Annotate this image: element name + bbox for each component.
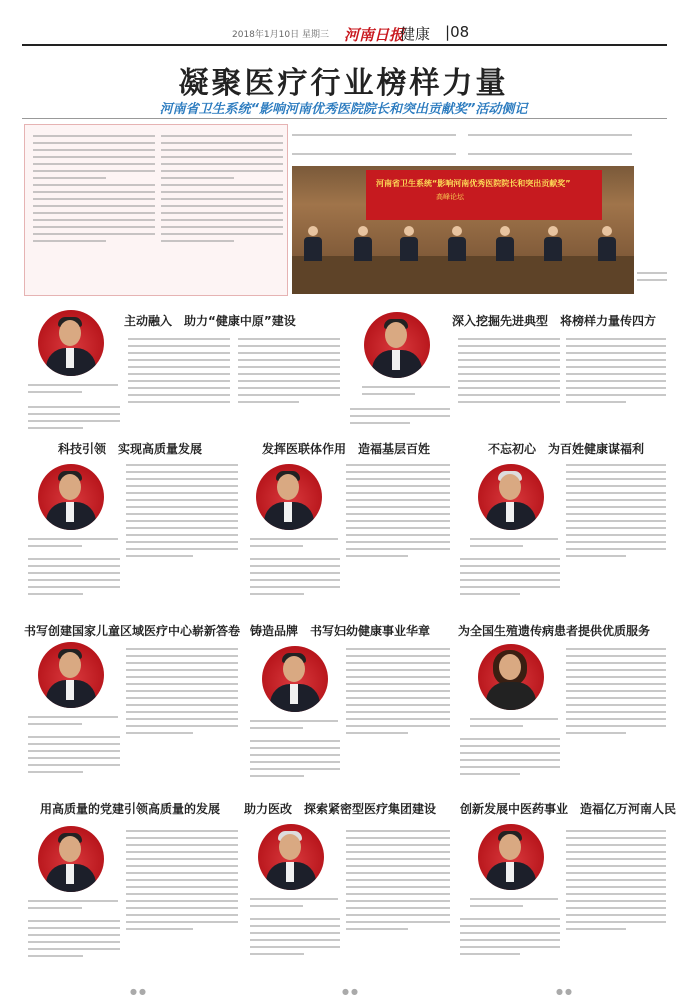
article-text: [28, 916, 120, 962]
article-text: [28, 402, 120, 434]
portrait-icon: [478, 464, 544, 530]
portrait-icon: [38, 642, 104, 708]
article-text: [346, 644, 450, 739]
portrait-caption: [250, 894, 338, 912]
article-text: [566, 644, 666, 739]
article-text: [566, 334, 666, 408]
portrait-caption: [250, 534, 338, 552]
article-text: [566, 826, 666, 935]
portrait-icon: [38, 464, 104, 530]
divider: [22, 118, 667, 119]
main-headline: 凝聚医疗行业榜样力量: [178, 66, 509, 101]
portrait-icon: [478, 824, 544, 890]
page-dots: ●●: [342, 987, 360, 996]
issue-date: 2018年1月10日 星期三: [232, 30, 329, 40]
article-text: [458, 334, 560, 408]
section-title: 发挥医联体作用 造福基层百姓: [262, 442, 431, 456]
portrait-caption: [250, 716, 338, 734]
stage-banner: 河南省卫生系统“影响河南优秀医院院长和突出贡献奖” 高峰论坛: [366, 170, 602, 220]
portrait-caption: [470, 894, 558, 912]
article-text: [460, 734, 560, 780]
article-text: [250, 914, 340, 960]
article-text: [350, 404, 450, 429]
section-title: 为全国生殖遗传病患者提供优质服务: [458, 624, 651, 638]
sub-headline: 河南省卫生系统“影响河南优秀医院院长和突出贡献奖”活动侧记: [159, 102, 528, 117]
article-text: [126, 644, 238, 739]
panelist: [544, 226, 562, 262]
portrait-caption: [28, 380, 118, 398]
article-text: [126, 460, 238, 562]
article-text: [250, 736, 340, 782]
section-name: 健康: [400, 25, 431, 43]
section-title: 科技引领 实现高质量发展: [58, 442, 203, 456]
article-text: [346, 826, 450, 935]
portrait-icon: [364, 312, 430, 378]
panelist: [448, 226, 466, 262]
portrait-caption: [470, 534, 558, 552]
article-text: [28, 732, 120, 778]
masthead: [22, 22, 667, 46]
article-text: [460, 554, 560, 600]
photo-credit: [637, 268, 667, 286]
panelist: [400, 226, 418, 262]
portrait-caption: [28, 896, 118, 914]
portrait-caption: [28, 534, 118, 552]
page-dots: ●●: [130, 987, 148, 996]
portrait-icon: [38, 310, 104, 376]
newspaper-logo: 河南日报: [344, 26, 405, 44]
article-text: [238, 334, 340, 408]
section-title: 主动融入 助力“健康中原”建设: [124, 314, 296, 328]
intro-article-box: [24, 124, 288, 296]
portrait-icon: [262, 646, 328, 712]
section-title: 用高质量的党建引领高质量的发展: [40, 802, 221, 816]
article-text: [566, 460, 666, 562]
portrait-caption: [470, 714, 558, 732]
page-dots: ●●: [556, 987, 574, 996]
panelist: [598, 226, 616, 262]
article-text: [346, 460, 450, 562]
article-text: [250, 554, 340, 600]
article-text: [126, 826, 238, 935]
section-title: 书写创建国家儿童区域医疗中心崭新答卷: [24, 624, 241, 638]
portrait-icon: [256, 464, 322, 530]
intro-column-right: [161, 131, 283, 247]
portrait-caption: [362, 382, 450, 400]
section-title: 不忘初心 为百姓健康谋福利: [488, 442, 645, 456]
panelist: [304, 226, 322, 262]
forum-photo: [292, 166, 634, 294]
section-title: 深入挖掘先进典型 将榜样力量传四方: [452, 314, 657, 328]
article-text: [128, 334, 230, 408]
panelist: [496, 226, 514, 262]
portrait-icon: [38, 826, 104, 892]
portrait-caption: [28, 712, 118, 730]
panelist: [354, 226, 372, 262]
photo-caption-lines: [292, 126, 634, 162]
portrait-icon: [478, 644, 544, 710]
section-title: 助力医改 探索紧密型医疗集团建设: [244, 802, 437, 816]
section-title: 创新发展中医药事业 造福亿万河南人民: [460, 802, 677, 816]
section-title: 铸造品牌 书写妇幼健康事业华章: [250, 624, 431, 638]
intro-column-left: [33, 131, 155, 247]
page-number: |08: [445, 23, 470, 41]
article-text: [28, 554, 120, 600]
article-text: [460, 914, 560, 960]
portrait-icon: [258, 824, 324, 890]
